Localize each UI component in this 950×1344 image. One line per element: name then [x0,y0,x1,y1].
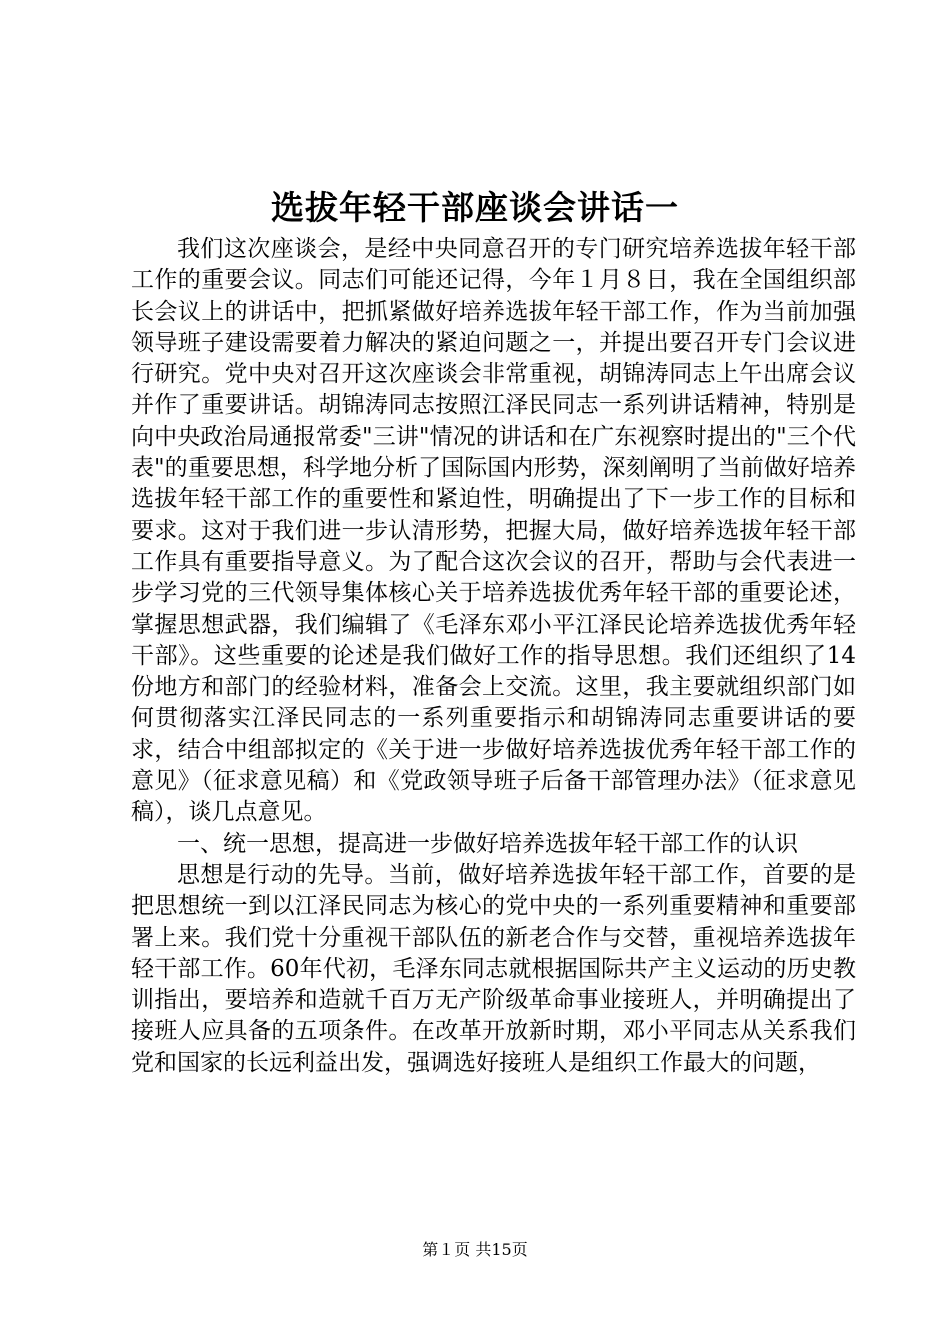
document-title: 选拔年轻干部座谈会讲话一 [271,188,679,227]
paragraph-intro: 我们这次座谈会，是经中央同意召开的专门研究培养选拔年轻干部工作的重要会议。同志们可能还记得，今年１月８日，我在全国组织部长会议上的讲话中，把抓紧做好培养选拔年轻干部工作，作为当前加强领导班子建设需要着力解决的紧迫问题之一，并提出要召开专门会议进行研究。党中央对召开这次座谈会非常重视，胡锦涛同志上午出席会议并作了重要讲话。胡锦涛同志按照江泽民同志一系列讲话精神，特别是向中央政治局通报常委"三讲"情况的讲话和在广东视察时提出的"三个代表"的重要思想，科学地分析了国际国内形势，深刻阐明了当前做好培养选拔年轻干部工作的重要性和紧迫性，明确提出了下一步工作的目标和要求。这对于我们进一步认清形势，把握大局，做好培养选拔年轻干部工作具有重要指导意义。为了配合这次会议的召开，帮助与会代表进一步学习党的三代领导集体核心关于培养选拔优秀年轻干部的重要论述，掌握思想武器，我们编辑了《毛泽东邓小平江泽民论培养选拔优秀年轻干部》。这些重要的论述是我们做好工作的指导思想。我们还组织了14份地方和部门的经验材料，准备会上交流。这里，我主要就组织部门如何贯彻落实江泽民同志的一系列重要指示和胡锦涛同志重要讲话的要求，结合中组部拟定的《关于进一步做好培养选拔优秀年轻干部工作的意见》（征求意见稿）和《党政领导班子后备干部管理办法》（征求意见稿），谈几点意见。 [131,236,856,826]
page-number-footer: 第１页 共15页 [422,1240,528,1259]
paragraph-thought: 思想是行动的先导。当前，做好培养选拔年轻干部工作，首要的是把思想统一到以江泽民同志为核心的党中央的一系列重要精神和重要部署上来。我们党十分重视干部队伍的新老合作与交替，重视培养选拔年轻干部工作。60年代初，毛泽东同志就根据国际共产主义运动的历史教训指出，要培养和造就千百万无产阶级革命事业接班人，并明确提出了接班人应具备的五项条件。在改革开放新时期，邓小平同志从关系我们党和国家的长远利益出发，强调选好接班人是组织工作最大的问题， [131,861,856,1076]
document-body [131,234,856,1079]
section-heading-1: 一、统一思想，提高进一步做好培养选拔年轻干部工作的认识 [177,830,798,857]
